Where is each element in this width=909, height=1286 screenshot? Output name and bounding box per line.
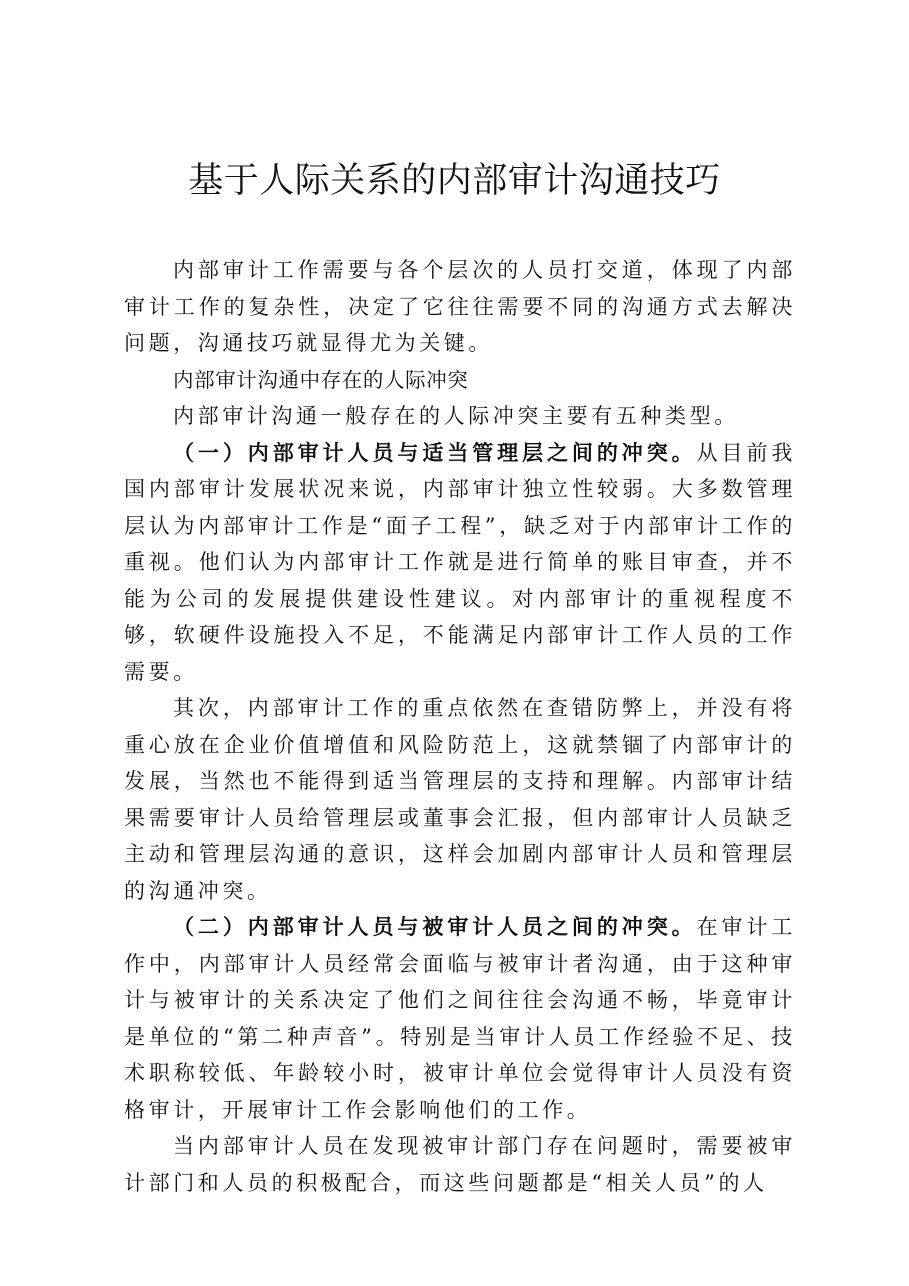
item2-body: 在审计工作中，内部审计人员经常会面临与被审计者沟通，由于这种审计与被审计的关系决定了他们之间往往会沟通不畅，毕竟审计是单位的“第二种声音”。特别是当审计人员工作经验不足、技术职称较低、年龄较小时，被审计单位会觉得审计人员没有资格审计，开展审计工作会影响他们的工作。 (124, 915, 796, 1122)
section-heading: 内部审计沟通中存在的人际冲突 (173, 367, 469, 392)
document-body (124, 252, 796, 1201)
item1-body: 从目前我国内部审计发展状况来说，内部审计独立性较弱。大多数管理层认为内部审计工作是“面子工程”，缺乏对于内部审计工作的重视。他们认为内部审计工作就是进行简单的账目审查，并不能为公司的发展提供建设性建议。对内部审计的重视程度不够，软硬件设施投入不足，不能满足内部审计工作人员的工作需要。 (124, 440, 796, 684)
item1-paragraph (124, 435, 796, 691)
item2-second-paragraph: 当内部审计人员在发现被审计部门存在问题时，需要被审计部门和人员的积极配合，而这些问题都是“相关人员”的人 (124, 1134, 796, 1195)
item1-second-paragraph: 其次，内部审计工作的重点依然在查错防弊上，并没有将重心放在企业价值增值和风险防范上，这就禁锢了内部审计的发展，当然也不能得到适当管理层的支持和理解。内部审计结果需要审计人员给管理层或董事会汇报，但内部审计人员缺乏主动和管理层沟通的意识，这样会加剧内部审计人员和管理层的沟通冲突。 (124, 696, 796, 903)
section-intro-paragraph: 内部审计沟通一般存在的人际冲突主要有五种类型。 (173, 404, 739, 428)
item2-paragraph (124, 909, 796, 1128)
intro-paragraph: 内部审计工作需要与各个层次的人员打交道，体现了内部审计工作的复杂性，决定了它往往需要不同的沟通方式去解决问题，沟通技巧就显得尤为关键。 (124, 258, 796, 355)
item1-lead: （一）内部审计人员与适当管理层之间的冲突。 (173, 439, 697, 465)
document-title: 基于人际关系的内部审计沟通技巧 (188, 161, 721, 201)
item2-lead: （二）内部审计人员与被审计人员之间的冲突。 (173, 914, 697, 939)
